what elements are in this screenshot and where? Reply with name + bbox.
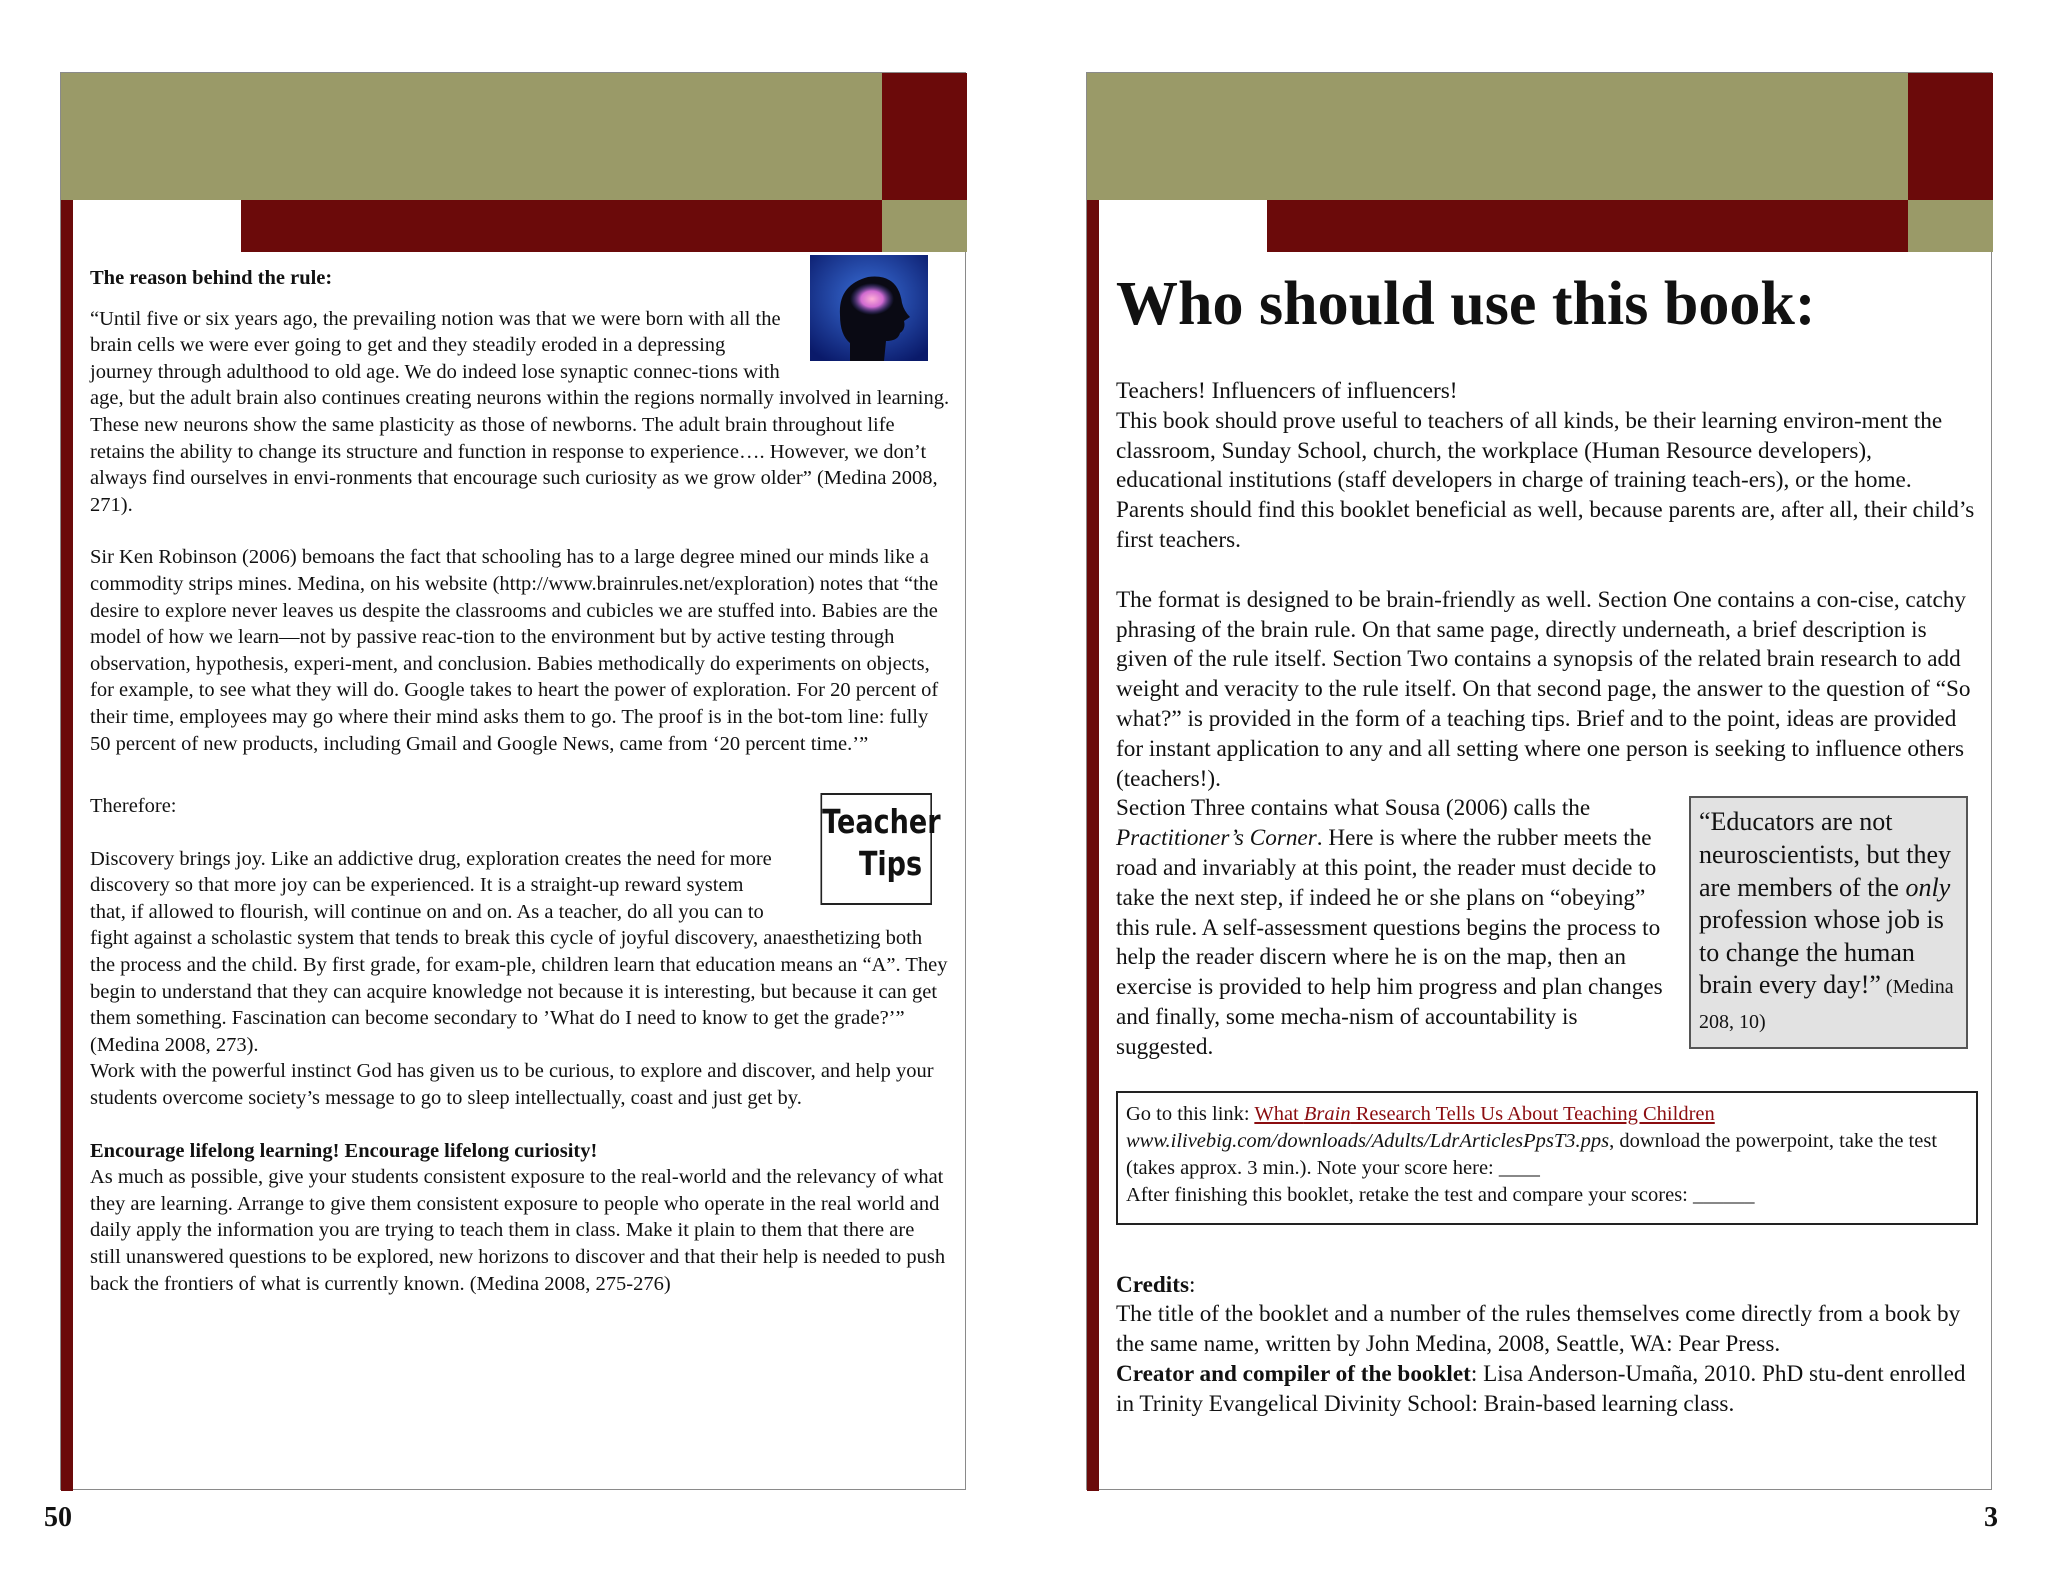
header-band-olive — [1087, 73, 1908, 200]
quote-italic: only — [1905, 872, 1951, 902]
page-number-right: 3 — [1984, 1502, 1998, 1533]
paragraph-exposure: As much as possible, give your students consistent exposure to the real-world and the relevancy of what they are learning. Arrange to give them consistent exposure to people who operate in the real world and daily apply the information you are trying to teach them in class. Make it plain to them that there are still unanswered questions to be explored, new horizons to discover and that their help is needed to push back the frontiers of what is currently known. (Medina 2008, 275-276) — [90, 1166, 946, 1295]
link-box — [1116, 1091, 1978, 1225]
credits-text: The title of the booklet and a number of the rules themselves come directly from a book by the same name, written by John Medina, 2008, Seattle, WA: Pear Press. — [1116, 1301, 1961, 1358]
quote-text-a: “Educators are not neuroscientists, but they are members of the — [1699, 807, 1952, 902]
page-title: Who should use this book: — [1116, 270, 1816, 338]
research-link[interactable]: What Brain Research Tells Us About Teaching Children — [1254, 1102, 1715, 1125]
paragraph-instinct: Work with the powerful instinct God has given us to be curious, to explore and discover, and help your students overcome society’s message to go to sleep intellectually, coast and just get by. — [90, 1060, 934, 1110]
section-three-a: Section Three contains what Sousa (2006) calls the — [1116, 795, 1591, 822]
quote-text-b: profession whose job is to change the human brain every day!” — [1699, 905, 1944, 1000]
link-url: www.ilivebig.com/downloads/Adults/LdrArticlesPpsT3.pps — [1126, 1129, 1610, 1152]
paragraph-quote: “Until five or six years ago, the prevailing notion was that we were born with all the brain cells we were ever going to get and they steadily eroded in a depressing journey through adulthood to old age. We do indeed lose synaptic connec-tions with age, but the adult brain also continues creating neurons within the regions normally involved in learning. These new neurons show the same plasticity as those of newborns. The adult brain throughout life retains the ability to change its structure and function in response to experience…. However, we don’t always find ourselves in envi-ronments that encourage such curiosity as we grow older” (Medina 2008, 271). — [90, 307, 950, 516]
encourage-heading: Encourage lifelong learning! Encourage lifelong curiosity! — [90, 1139, 598, 1162]
header-band-maroon-corner — [1908, 73, 1993, 200]
credits-label: Credits — [1116, 1271, 1189, 1298]
brain-head-image — [810, 255, 928, 361]
therefore-label: Therefore: — [90, 795, 177, 818]
quote-citation: (Medina 208, 10) — [1699, 976, 1954, 1033]
header-band-olive — [61, 73, 882, 200]
side-band — [1087, 200, 1099, 1491]
header-band-maroon — [241, 200, 882, 252]
quote-box — [1689, 796, 1968, 1048]
paragraph-audience: This book should prove useful to teachers of all kinds, be their learning environ-ment the classroom, Sunday School, church, the workplace (Human Resource developers), educational institutions (staff developers in charge of training teach-ers), or the home. Parents should find this booklet beneficial as well, because parents are, after all, their child’s first teachers. — [1116, 407, 1975, 553]
left-page-content — [90, 265, 950, 1297]
teacher-tips-box — [820, 793, 941, 905]
paragraph-robinson: Sir Ken Robinson (2006) bemoans the fact that schooling has to a large degree mined our minds like a commodity strips mines. Medina, on his website (http://www.brainrules.net/exploration) notes that “the desire to explore never leaves us despite the classrooms and cubicles we are stuffed into. Babies are the model of how we learn—not by passive reac-tion to the environment but by active testing through observation, hypothesis, experi-ment, and conclusion. Babies methodically do experiments on objects, for example, to see what they will do. Google takes to heart the power of exploration. For 20 percent of their time, employees may go where their mind asks them to go. The proof is in the bot-tom line: fully 50 percent of new products, including Gmail and Google News, came from ‘20 percent time.’” — [90, 546, 939, 755]
page-number-left: 50 — [44, 1502, 72, 1533]
header-band-olive-small — [1908, 200, 1993, 252]
right-page-content — [1116, 269, 1976, 1420]
tips-line-1: Teacher — [822, 802, 941, 842]
left-page — [60, 72, 966, 1490]
link-intro: Go to this link: — [1126, 1102, 1255, 1125]
creator-text: : Lisa Anderson-Umaña, 2010. PhD stu-dent enrolled in Trinity Evangelical Divinity School: Brain-based learning class. — [1116, 1360, 1966, 1417]
creator-line — [1116, 1360, 1976, 1420]
right-page — [1086, 72, 1992, 1490]
section-three-italic: Practitioner’s Corner — [1116, 825, 1317, 852]
credits-heading: Credits: — [1116, 1271, 1196, 1298]
audience-line: Teachers! Influencers of influencers! — [1116, 378, 1458, 404]
header-band-olive-small — [882, 200, 967, 252]
creator-label: Creator and compiler of the booklet — [1116, 1360, 1471, 1387]
paragraph-discovery: Discovery brings joy. Like an addictive drug, exploration creates the need for more discovery so that more joy can be experienced. It is a straight-up reward system that, if allowed to flourish, will continue on and on. As a teacher, do all you can to fight against a scholastic system that tends to break this cycle of joyful discovery, anaesthetizing both the process and the child. By first grade, for exam-ple, children learn that education means an “A”. They begin to understand that they can acquire knowledge not because it is interesting, but because it can get them something. Fascination can become secondary to ’What do I need to know to get the grade?’” (Medina 2008, 273). — [90, 847, 948, 1056]
section-heading: The reason behind the rule: — [90, 267, 333, 289]
link-instructions: , download the powerpoint, take the test (takes approx. 3 min.). Note your score here: ____ — [1126, 1129, 1938, 1179]
header-band-maroon — [1267, 200, 1908, 252]
tips-line-2: Tips — [858, 844, 923, 884]
link-retake: After finishing this booklet, retake the test and compare your scores: ______ — [1126, 1183, 1755, 1206]
side-band — [61, 200, 73, 1491]
section-three-b: . Here is where the rubber meets the road and invariably at this point, the reader must decide to take the next step, if indeed he or she plans on “obeying” this rule. A self-assessment questions begins the process to help the reader discern where he is on the map, then an exercise is provided to help him progress and plan changes and finally, some mecha-nism of accountability is suggested. — [1116, 825, 1663, 1060]
header-band-maroon-corner — [882, 73, 967, 200]
paragraph-format: The format is designed to be brain-friendly as well. Section One contains a con-cise, catchy phrasing of the brain rule. On that same page, directly underneath, a brief description is given of the rule itself. Section Two contains a synopsis of the related brain research to add weight and veracity to the rule itself. On that second page, the answer to the question of “So what?” is provided in the form of a teaching tips. Brief and to the point, ideas are provided for instant application to any and all setting where one person is seeking to influence others (teachers!). — [1116, 586, 1971, 792]
